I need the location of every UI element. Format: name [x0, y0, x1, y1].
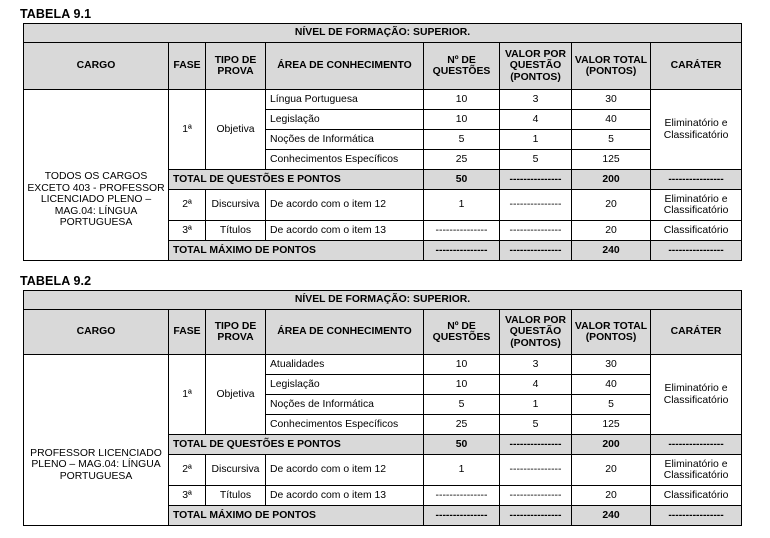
questoes-cell: 10: [424, 90, 500, 110]
total-carater: ----------------: [651, 435, 742, 455]
cargo-cell: PROFESSOR LICENCIADO PLENO – MAG.04: LÍNGUA PORTUGUESA: [24, 355, 169, 526]
total-valor-total: 200: [572, 435, 651, 455]
questoes-cell: 1: [424, 190, 500, 221]
nivel-formacao: NÍVEL DE FORMAÇÃO: SUPERIOR.: [24, 291, 742, 310]
valor-questao-cell: 4: [500, 110, 572, 130]
header-fase: FASE: [169, 310, 206, 355]
header-tipo-prova: TIPO DE PROVA: [206, 310, 266, 355]
tipo-prova-cell: Objetiva: [206, 90, 266, 170]
questoes-cell: 5: [424, 395, 500, 415]
valor-questao-cell: 1: [500, 395, 572, 415]
valor-total-cell: 20: [572, 486, 651, 506]
header-cargo: CARGO: [24, 310, 169, 355]
carater-cell: Eliminatório e Classificatório: [651, 355, 742, 435]
header-carater: CARÁTER: [651, 43, 742, 90]
header-valor-questao: VALOR POR QUESTÃO (PONTOS): [500, 43, 572, 90]
area-cell: De acordo com o item 12: [266, 455, 424, 486]
max-total-valor-questao: ---------------: [500, 506, 572, 526]
carater-cell: Eliminatório e Classificatório: [651, 455, 742, 486]
valor-questao-cell: ---------------: [500, 486, 572, 506]
valor-questao-cell: ---------------: [500, 221, 572, 241]
max-total-carater: ----------------: [651, 506, 742, 526]
carater-cell: Classificatório: [651, 486, 742, 506]
carater-cell: Classificatório: [651, 221, 742, 241]
header-questoes: Nº DE QUESTÕES: [424, 310, 500, 355]
cargo-cell: TODOS OS CARGOS EXCETO 403 - PROFESSOR LICENCIADO PLENO – MAG.04: LÍNGUA PORTUGUESA: [24, 90, 169, 261]
area-cell: Noções de Informática: [266, 130, 424, 150]
table-row: [24, 90, 742, 110]
valor-total-cell: 20: [572, 221, 651, 241]
fase-cell: 2ª: [169, 190, 206, 221]
questoes-cell: 25: [424, 150, 500, 170]
carater-cell: Eliminatório e Classificatório: [651, 190, 742, 221]
valor-total-cell: 20: [572, 190, 651, 221]
header-fase: FASE: [169, 43, 206, 90]
tipo-prova-cell: Discursiva: [206, 190, 266, 221]
valor-questao-cell: 5: [500, 415, 572, 435]
questoes-cell: 1: [424, 455, 500, 486]
valor-questao-cell: 4: [500, 375, 572, 395]
max-total-carater: ----------------: [651, 241, 742, 261]
area-cell: Conhecimentos Específicos: [266, 150, 424, 170]
header-area: ÁREA DE CONHECIMENTO: [266, 310, 424, 355]
max-total-valor-total: 240: [572, 506, 651, 526]
valor-total-cell: 20: [572, 455, 651, 486]
total-valor-questao: ---------------: [500, 170, 572, 190]
max-total-label: TOTAL MÁXIMO DE PONTOS: [169, 506, 424, 526]
questoes-cell: 5: [424, 130, 500, 150]
valor-questao-cell: ---------------: [500, 455, 572, 486]
nivel-formacao: NÍVEL DE FORMAÇÃO: SUPERIOR.: [24, 24, 742, 43]
valor-total-cell: 5: [572, 130, 651, 150]
questoes-cell: 25: [424, 415, 500, 435]
valor-questao-cell: ---------------: [500, 190, 572, 221]
fase-cell: 3ª: [169, 221, 206, 241]
valor-total-cell: 30: [572, 90, 651, 110]
area-cell: Conhecimentos Específicos: [266, 415, 424, 435]
table-row: [24, 355, 742, 375]
fase-cell: 2ª: [169, 455, 206, 486]
header-carater: CARÁTER: [651, 310, 742, 355]
questoes-cell: 10: [424, 110, 500, 130]
total-carater: ----------------: [651, 170, 742, 190]
questoes-cell: ---------------: [424, 221, 500, 241]
area-cell: Legislação: [266, 110, 424, 130]
table-title-9-1: TABELA 9.1: [20, 7, 92, 21]
valor-total-cell: 125: [572, 150, 651, 170]
fase-cell: 1ª: [169, 90, 206, 170]
area-cell: Atualidades: [266, 355, 424, 375]
valor-total-cell: 5: [572, 395, 651, 415]
tipo-prova-cell: Títulos: [206, 486, 266, 506]
valor-total-cell: 125: [572, 415, 651, 435]
header-area: ÁREA DE CONHECIMENTO: [266, 43, 424, 90]
valor-questao-cell: 3: [500, 355, 572, 375]
valor-total-cell: 40: [572, 110, 651, 130]
valor-total-cell: 30: [572, 355, 651, 375]
max-total-valor-questao: ---------------: [500, 241, 572, 261]
tipo-prova-cell: Discursiva: [206, 455, 266, 486]
area-cell: De acordo com o item 13: [266, 221, 424, 241]
valor-total-cell: 40: [572, 375, 651, 395]
total-questoes: 50: [424, 435, 500, 455]
header-valor-total: VALOR TOTAL (PONTOS): [572, 43, 651, 90]
header-questoes: Nº DE QUESTÕES: [424, 43, 500, 90]
header-cargo: CARGO: [24, 43, 169, 90]
total-valor-total: 200: [572, 170, 651, 190]
valor-questao-cell: 1: [500, 130, 572, 150]
carater-cell: Eliminatório e Classificatório: [651, 90, 742, 170]
questoes-cell: 10: [424, 375, 500, 395]
area-cell: Noções de Informática: [266, 395, 424, 415]
questoes-cell: 10: [424, 355, 500, 375]
questoes-cell: ---------------: [424, 486, 500, 506]
fase-cell: 1ª: [169, 355, 206, 435]
total-label: TOTAL DE QUESTÕES E PONTOS: [169, 170, 424, 190]
area-cell: De acordo com o item 13: [266, 486, 424, 506]
total-label: TOTAL DE QUESTÕES E PONTOS: [169, 435, 424, 455]
max-total-questoes: ---------------: [424, 241, 500, 261]
valor-questao-cell: 3: [500, 90, 572, 110]
table-title-9-2: TABELA 9.2: [20, 274, 92, 288]
total-valor-questao: ---------------: [500, 435, 572, 455]
area-cell: De acordo com o item 12: [266, 190, 424, 221]
max-total-questoes: ---------------: [424, 506, 500, 526]
max-total-label: TOTAL MÁXIMO DE PONTOS: [169, 241, 424, 261]
header-tipo-prova: TIPO DE PROVA: [206, 43, 266, 90]
table-9-2: [23, 290, 742, 526]
area-cell: Língua Portuguesa: [266, 90, 424, 110]
header-valor-total: VALOR TOTAL (PONTOS): [572, 310, 651, 355]
header-valor-questao: VALOR POR QUESTÃO (PONTOS): [500, 310, 572, 355]
valor-questao-cell: 5: [500, 150, 572, 170]
table-9-1: [23, 23, 742, 261]
total-questoes: 50: [424, 170, 500, 190]
fase-cell: 3ª: [169, 486, 206, 506]
max-total-valor-total: 240: [572, 241, 651, 261]
area-cell: Legislação: [266, 375, 424, 395]
tipo-prova-cell: Objetiva: [206, 355, 266, 435]
tipo-prova-cell: Títulos: [206, 221, 266, 241]
